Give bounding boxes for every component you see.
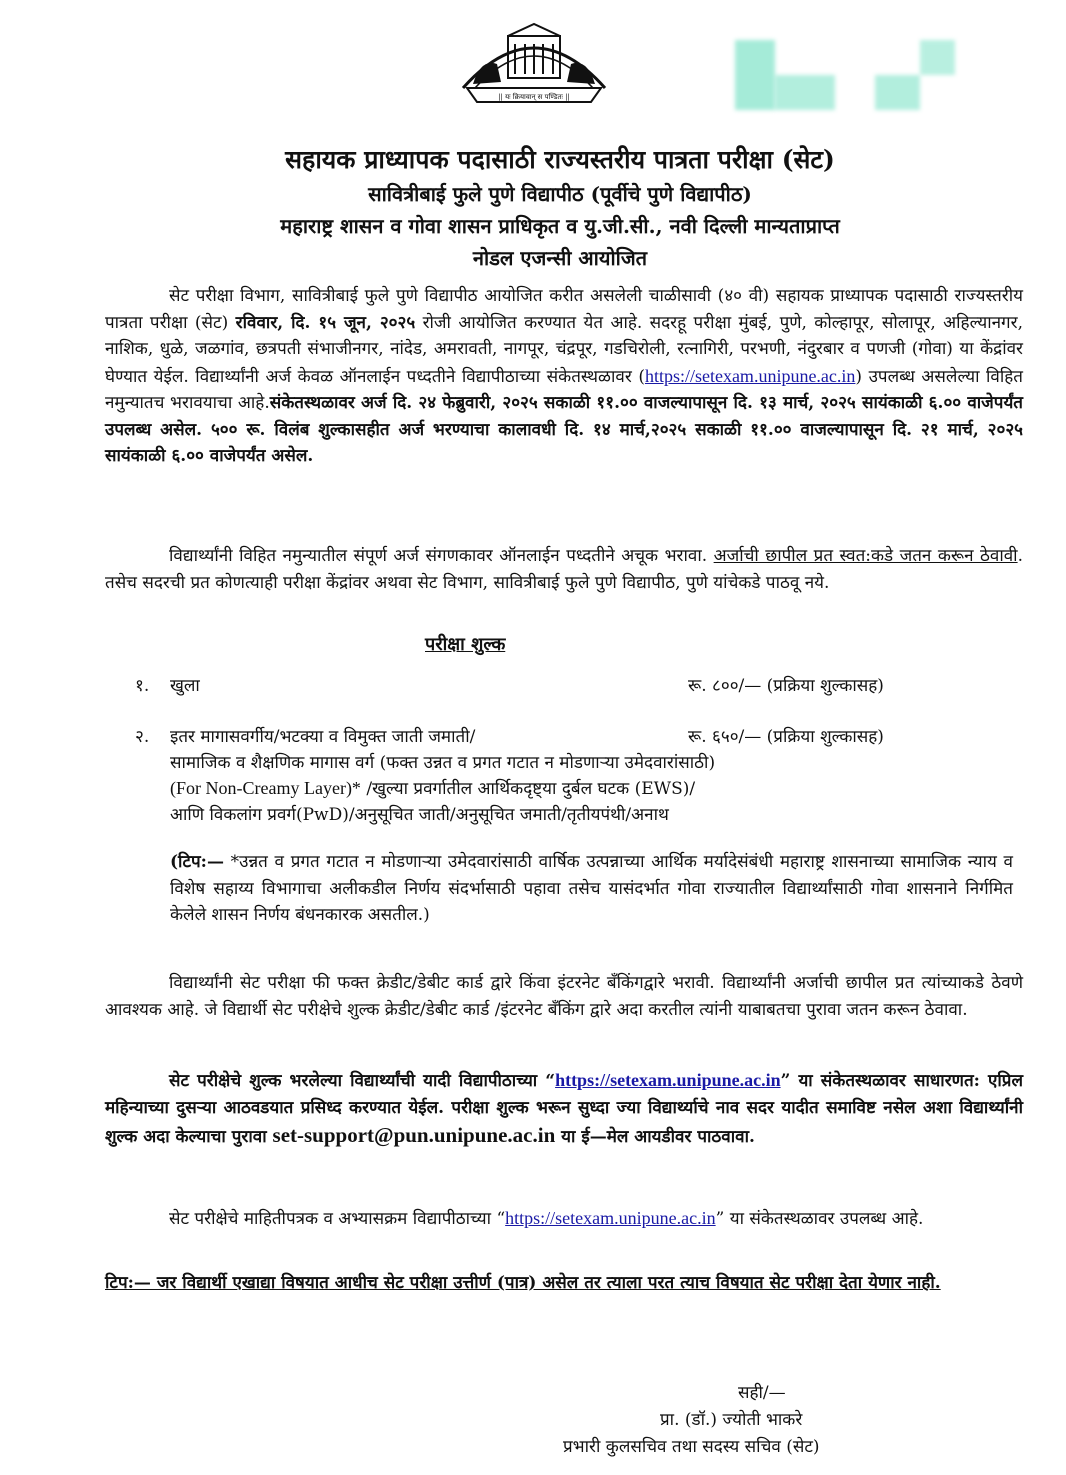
page-title: सहायक प्राध्यापक पदासाठी राज्यस्तरीय पात्रता परीक्षा (सेट) <box>285 145 835 174</box>
fee-item-2-line4: आणि विकलांग प्रवर्ग(PwD)/अनुसूचित जाती/अनुसूचित जमाती/तृतीयपंथी/अनाथ <box>170 805 669 825</box>
fee-item-2-line1: इतर मागासवर्गीय/भटक्या व विमुक्त जाती जमाती/ <box>170 727 476 747</box>
blurred-watermark <box>735 40 955 110</box>
fee-item-1-number: १. <box>135 676 150 696</box>
syllabus-paragraph: सेट परीक्षेचे माहितीपत्रक व अभ्यासक्रम विद्यापीठाच्या “https://setexam.unipune.ac.in” या संकेतस्थळावर उपलब्ध आहे. <box>169 1208 924 1229</box>
application-instructions: विद्यार्थ्यांनी विहित नमुन्यातील संपूर्ण अर्ज संगणकावर ऑनलाईन पध्दतीने अचूक भरावा. अर्जाची छापील प्रत स्वत:कडे जतन करून ठेवावी. तसेच सदरची प्रत कोणत्याही परीक्षा केंद्रांवर अथवा सेट विभाग, सावित्रीबाई फुले पुणे विद्यापीठ, पुणे यांचेकडे पाठवू नये. <box>105 546 1023 593</box>
support-email[interactable]: set-support@pun.unipune.ac.in <box>272 1123 556 1147</box>
fee-item-2-line2: सामाजिक व शैक्षणिक मागास वर्ग (फक्त उन्नत व प्रगत गटात न मोडणाऱ्या उमेदवारांसाठी) <box>170 753 716 773</box>
signature-mark: सही/— <box>738 1383 786 1403</box>
authorization-line: महाराष्ट्र शासन व गोवा शासन प्राधिकृत व यु.जी.सी., नवी दिल्ली मान्यताप्राप्त <box>280 214 840 238</box>
university-name: सावित्रीबाई फुले पुणे विद्यापीठ (पूर्वीचे पुणे विद्यापीठ) <box>368 182 752 206</box>
nodal-agency-line: नोडल एजन्सी आयोजित <box>472 246 648 270</box>
setexam-link[interactable]: https://setexam.unipune.ac.in <box>644 365 856 386</box>
intro-paragraph: सेट परीक्षा विभाग, सावित्रीबाई फुले पुणे विद्यापीठ आयोजित करीत असलेली चाळीसावी (४० वी) सहायक प्राध्यापक पदासाठी राज्यस्तरीय पात्रता परीक्षा (सेट) रविवार, दि. १५ जून, २०२५ रोजी आयोजित करण्यात येत आहे. सदरहू परीक्षा मुंबई, पुणे, कोल्हापूर, सोलापूर, अहिल्यानगर, नाशिक, धुळे, जळगांव, छत्रपती संभाजीनगर, नांदेड, अमरावती, नागपूर, चंद्रपूर, गडचिरोली, रत्नागिरी, परभणी, नंदुरबार व पणजी (गोवा) या केंद्रांवर घेण्यात येईल. विद्यार्थ्यांनी अर्ज केवळ ऑनलाईन पध्दतीने विद्यापीठाच्या संकेतस्थळावर (https://setexam.unipune.ac.in) उपलब्ध असलेल्या विहित नमुन्यातच भरावयाचा आहे.संकेतस्थळावर अर्ज दि. २४ फेब्रुवारी, २०२५ सकाळी ११.०० वाजल्यापासून दि. १३ मार्च, २०२५ सायंकाळी ६.०० वाजेपर्यंत उपलब्ध असेल. ५०० रू. विलंब शुल्कासहीत अर्ज भरण्याचा कालावधी दि. १४ मार्च,२०२५ सकाळी ११.०० वाजल्यापासून दि. २१ मार्च, २०२५ सायंकाळी ६.०० वाजेपर्यंत असेल. <box>105 286 1023 466</box>
fee-item-2-line3: (For Non-Creamy Layer)* /खुल्या प्रवर्गातील आर्थिकदृष्ट्या दुर्बल घटक (EWS)/ <box>170 778 696 799</box>
fee-item-1-label: खुला <box>170 676 200 696</box>
fee-item-2-number: २. <box>135 727 150 747</box>
signatory-name: प्रा. (डॉ.) ज्योती भाकरे <box>660 1410 803 1430</box>
note-label: (टिप:— <box>170 852 224 872</box>
seal-motto: || यः क्रियावान्‌ स पण्डितः || <box>498 93 570 101</box>
fee-item-2-amount: रू. ६५०/— (प्रक्रिया शुल्कासह) <box>688 727 884 747</box>
repeat-exam-note: टिप:— जर विद्यार्थी एखाद्या विषयात आधीच सेट परीक्षा उत्तीर्ण (पात्र) असेल तर त्याला परत त्याच विषयात सेट परीक्षा देता येणार नाही. <box>105 1273 941 1293</box>
setexam-link-3[interactable]: https://setexam.unipune.ac.in <box>505 1208 716 1228</box>
fee-title: परीक्षा शुल्क <box>425 634 506 655</box>
setexam-link-2[interactable]: https://setexam.unipune.ac.in <box>555 1070 781 1090</box>
keep-copy-note: अर्जाची छापील प्रत स्वत:कडे जतन करून ठेवावी <box>713 546 1018 566</box>
application-dates: संकेतस्थळावर अर्ज दि. २४ फेब्रुवारी, २०२५ सकाळी ११.०० वाजल्यापासून दि. १३ मार्च, २०२५ सायंकाळी ६.०० वाजेपर्यंत उपलब्ध असेल. ५०० रू. विलंब शुल्कासहीत अर्ज भरण्याचा कालावधी दि. १४ मार्च,२०२५ सकाळी ११.०० वाजल्यापासून दि. २१ मार्च, २०२५ सायंकाळी ६.०० वाजेपर्यंत असेल. <box>105 393 1023 466</box>
exam-date: रविवार, दि. १५ जून, २०२५ <box>235 312 416 333</box>
payment-instructions: विद्यार्थ्यांनी सेट परीक्षा फी फक्त क्रेडीट/डेबीट कार्ड द्वारे किंवा इंटरनेट बॅंकिंगद्वारे भरावी. विद्यार्थ्यांनी अर्जाची छापील प्रत त्यांच्याकडे ठेवणे आवश्यक आहे. जे विद्यार्थी सेट परीक्षेचे शुल्क क्रेडीट/डेबीट कार्ड /इंटरनेट बॅंकिंग द्वारे अदा करतील त्यांनी याबाबतचा पुरावा जतन करून ठेवावा. <box>105 973 1023 1020</box>
fee-item-1-amount: रू. ८००/— (प्रक्रिया शुल्कासह) <box>688 676 884 696</box>
signatory-designation: प्रभारी कुलसचिव तथा सदस्य सचिव (सेट) <box>563 1437 820 1457</box>
creamy-layer-note: (टिप:— *उन्नत व प्रगत गटात न मोडणाऱ्या उमेदवारांसाठी वार्षिक उत्पन्नाच्या आर्थिक मर्यादेसंबंधी महाराष्ट्र शासनाच्या सामाजिक न्याय व विशेष सहाय्य विभागाचा अलीकडील निर्णय संदर्भासाठी पहावा तसेच यासंदर्भात गोवा राज्यातील विद्यार्थ्यांसाठी गोवा शासनाने निर्गमित केलेले शासन निर्णय बंधनकारक असतील.) <box>170 852 1013 925</box>
paid-list-paragraph: सेट परीक्षेचे शुल्क भरलेल्या विद्यार्थ्यांची यादी विद्यापीठाच्या “https://setexam.unipune.ac.in” या संकेतस्थळावर साधारणत: एप्रिल महिन्याच्या दुसऱ्या आठवडयात प्रसिध्द करण्यात येईल. परीक्षा शुल्क भरून सुध्दा ज्या विद्यार्थ्याचे नाव सदर यादीत समाविष्ट नसेल अशा विद्यार्थ्यांनी शुल्क अदा केल्याचा पुरावा set-support@pun.unipune.ac.in या ई—मेल आयडीवर पाठवावा. <box>105 1070 1023 1147</box>
university-seal-logo <box>453 18 615 110</box>
